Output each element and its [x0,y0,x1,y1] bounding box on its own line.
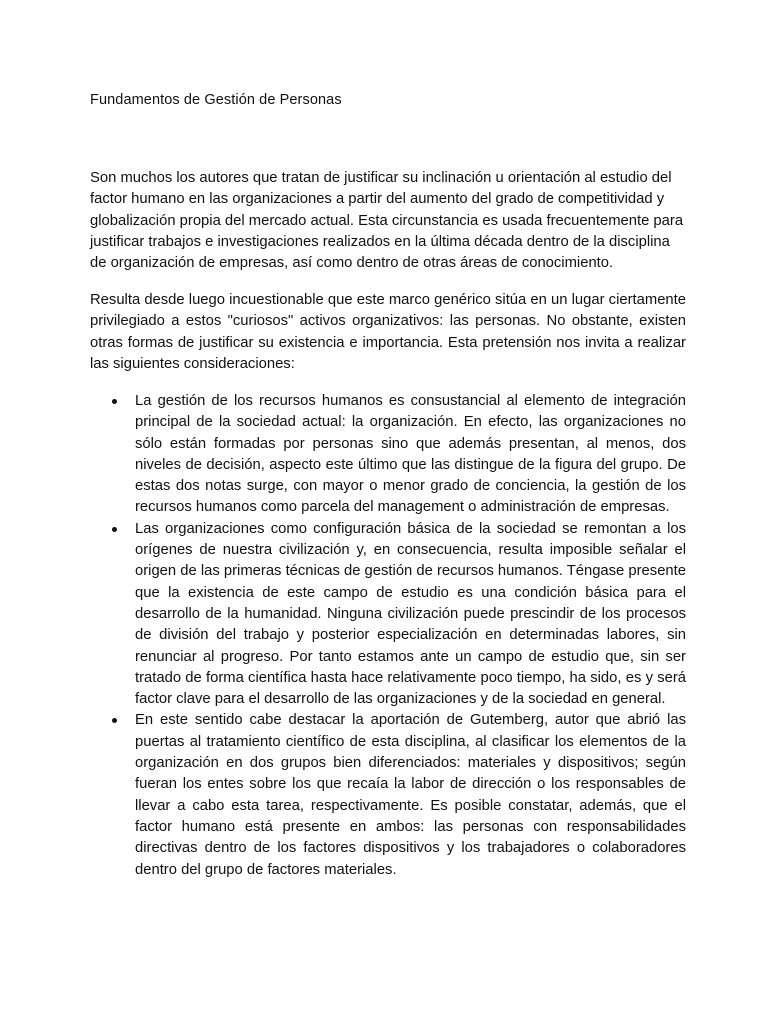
bullet-icon [112,527,117,532]
paragraph-considerations: Resulta desde luego incuestionable que este marco genérico sitúa en un lugar ciertamente privilegiado a estos "curiosos" activos organizativos: las personas. No obstante, existen otras formas de justificar su existencia e importancia. Esta pretensión nos invita a realizar las siguientes consideraciones: [90,292,686,372]
list-item-text: Las organizaciones como configuración básica de la sociedad se remontan a los orígenes de nuestra civilización y, en consecuencia, resulta imposible señalar el origen de las primeras técnicas de gestión de recursos humanos. Téngase presente que la existencia de este campo de estudio es una condición básica para el desarrollo de la humanidad. Ninguna civilización puede prescindir de los procesos de división del trabajo y posterior especialización en determinadas labores, sin renunciar al progreso. Por tanto estamos ante un campo de estudio que, sin ser tratado de forma científica hasta hace relativamente poco tiempo, ha sido, es y será factor clave para el desarrollo de las organizaciones y de la sociedad en general. [135,520,686,708]
document-title: Fundamentos de Gestión de Personas [90,92,342,108]
considerations-list [90,391,686,881]
list-item [90,519,686,711]
list-item [90,710,686,880]
list-item [90,391,686,519]
bullet-icon [112,718,117,723]
list-item-text: La gestión de los recursos humanos es consustancial al elemento de integración principal de la sociedad actual: la organización. En efecto, las organizaciones no sólo están formadas por personas sino que además presentan, al menos, dos niveles de decisión, aspecto este último que las distingue de la figura del grupo. De estas dos notas surge, con mayor o menor grado de conciencia, la gestión de los recursos humanos como parcela del management o administración de empresas. [135,393,686,516]
list-item-text: En este sentido cabe destacar la aportación de Gutemberg, autor que abrió las puertas al tratamiento científico de esta disciplina, al clasificar los elementos de la organización en dos grupos bien diferenciados: materiales y dispositivos; según fueran los entes sobre los que recaía la labor de dirección o los responsables de llevar a cabo esta tarea, respectivamente. Es posible constatar, además, que el factor humano está presente en ambos: las personas con responsabilidades directivas dentro de los factores dispositivos y los trabajadores o colaboradores dentro del grupo de factores materiales. [135,712,686,878]
paragraph-intro: Son muchos los autores que tratan de justificar su inclinación u orientación al estudio del factor humano en las organizaciones a partir del aumento del grado de competitividad y globalización propia del mercado actual. Esta circunstancia es usada frecuentemente para justificar trabajos e investigaciones realizados en la última década dentro de la disciplina de organización de empresas, así como dentro de otras áreas de conocimiento. [90,170,684,272]
bullet-icon [112,399,117,404]
